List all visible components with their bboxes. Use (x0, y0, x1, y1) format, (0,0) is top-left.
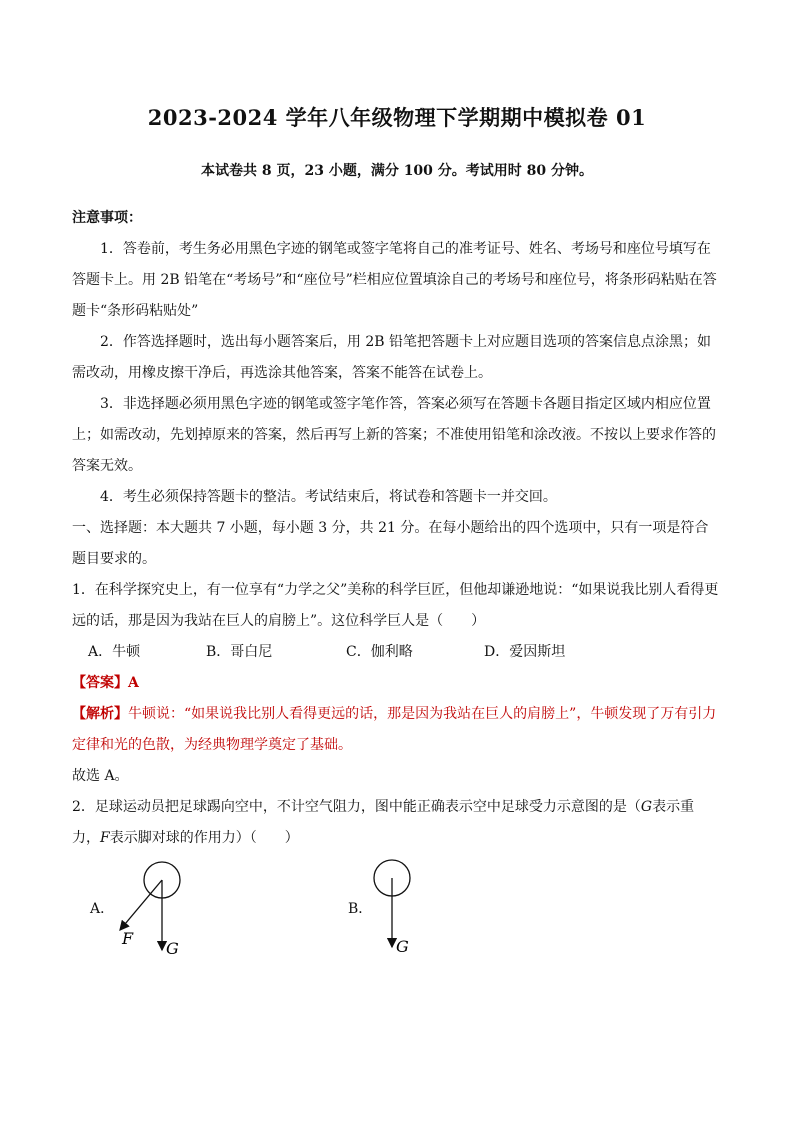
page-title: 2023-2024 学年八年级物理下学期期中模拟卷 01 (147, 105, 647, 130)
figure-a-diagram (102, 852, 242, 967)
note-item-3: 3．非选择题必须用黑色字迹的钢笔或签字笔作答，答案必须写在答题卡各题目指定区域内相应位置上；如需改动，先划掉原来的答案，然后再写上新的答案；不准使用铅笔和涂改液。不按以上要求作答的答案无效。 (72, 396, 716, 474)
question-2-stem (72, 792, 722, 854)
option-b: B．哥白尼 (206, 644, 273, 660)
exam-info: 本试卷共 8 页，23 小题，满分 100 分。考试用时 80 分钟。 (200, 163, 594, 179)
section-heading: 一、选择题：本大题共 7 小题，每小题 3 分，共 21 分。在每小题给出的四个选项中，只有一项是符合题目要求的。 (72, 520, 709, 567)
analysis-label: 【解析】 (72, 706, 128, 722)
symbol-f: F (100, 830, 110, 846)
note-item-2: 2．作答选择题时，选出每小题答案后，用 2B 铅笔把答题卡上对应题目选项的答案信息点涂黑；如需改动，用橡皮擦干净后，再选涂其他答案，答案不能答在试卷上。 (72, 334, 712, 381)
force-f-arrow (120, 880, 162, 930)
figure-b-diagram (362, 852, 462, 967)
question-2-figures (72, 852, 722, 972)
note-item-4: 4．考生必须保持答题卡的整洁。考试结束后，将试卷和答题卡一并交回。 (100, 489, 557, 505)
question-1-stem: 1．在科学探究史上，有一位享有“力学之父”美称的科学巨匠，但他却谦逊地说：“如果说我比别人看得更远的话，那是因为我站在巨人的肩膀上”。这位科学巨人是（ ） (72, 582, 719, 629)
exam-content (72, 203, 722, 854)
figure-b-label: B． (348, 901, 373, 917)
analysis (72, 699, 722, 761)
option-d: D．爱因斯坦 (484, 644, 566, 660)
q2-stem-part: 表示重力， (72, 799, 695, 846)
question-1-options (72, 637, 722, 668)
notes-heading: 注意事项： (72, 210, 142, 226)
force-g-label: G (166, 939, 179, 958)
force-f-label: F (122, 929, 134, 948)
q2-stem-part: 表示脚对球的作用力）（ ） (109, 830, 299, 846)
figure-a-label: A． (90, 901, 115, 917)
answer-label: 【答案】A (72, 675, 139, 691)
option-c: C．伽利略 (346, 644, 413, 660)
conclusion: 故选 A。 (72, 768, 129, 784)
analysis-text: 牛顿说：“如果说我比别人看得更远的话，那是因为我站在巨人的肩膀上”，牛顿发现了万有引力定律和光的色散，为经典物理学奠定了基础。 (72, 706, 717, 753)
q2-stem-part: 2．足球运动员把足球踢向空中，不计空气阻力，图中能正确表示空中足球受力示意图的是（ (72, 799, 641, 815)
note-item-1: 1．答卷前，考生务必用黑色字迹的钢笔或签字笔将自己的准考证号、姓名、考场号和座位号填写在答题卡上。用 2B 铅笔在“考场号”和“座位号”栏相应位置填涂自己的考场号和座位号，将条形码粘贴在答题卡“条形码粘贴处” (72, 241, 717, 319)
symbol-g: G (640, 799, 653, 815)
option-a: A．牛顿 (88, 644, 141, 660)
force-g-label: G (396, 937, 409, 956)
